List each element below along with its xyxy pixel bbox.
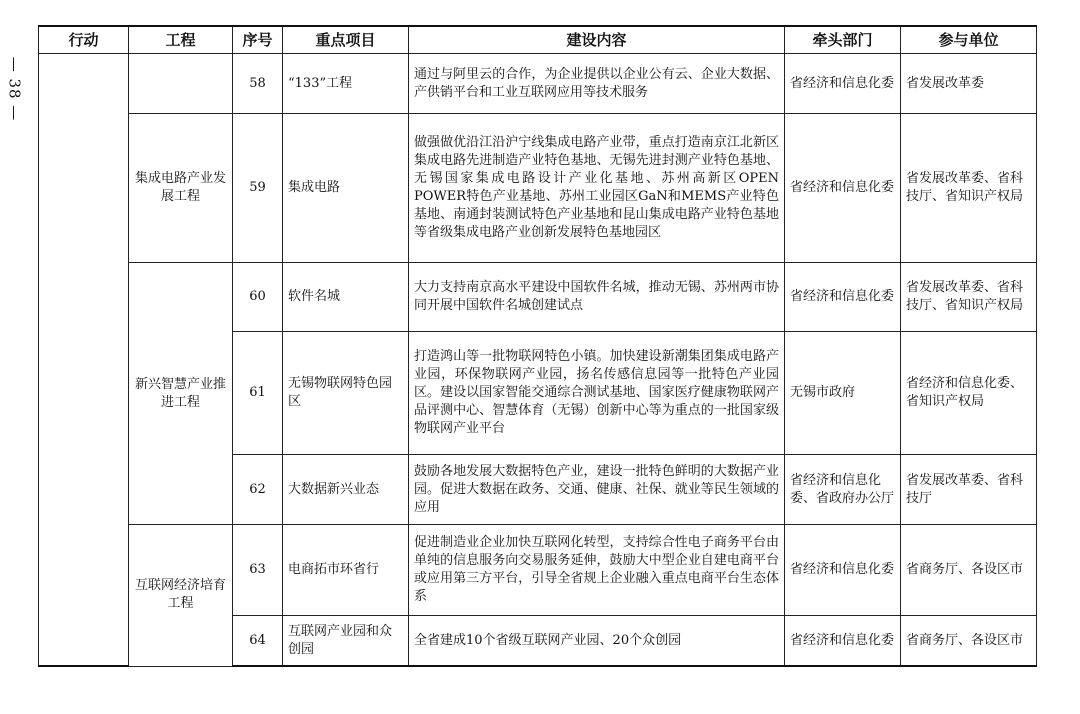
header-seq: 序号 (233, 26, 283, 54)
seq-cell: 59 (233, 114, 283, 263)
lead-cell: 省经济和信息化委 (785, 54, 901, 114)
engineering-cell-emerging: 新兴智慧产业推进工程 (129, 263, 233, 525)
key-projects-table (38, 25, 1037, 667)
project-cell: 集成电路 (283, 114, 409, 263)
participants-cell: 省发展改革委、省科技厅、省知识产权局 (901, 263, 1037, 332)
table-row (39, 263, 1037, 332)
seq-cell: 64 (233, 616, 283, 667)
header-lead: 牵头部门 (785, 26, 901, 54)
seq-cell: 63 (233, 525, 283, 616)
participants-cell: 省发展改革委、省科技厅 (901, 455, 1037, 525)
engineering-cell-ic: 集成电路产业发展工程 (129, 114, 233, 263)
seq-cell: 62 (233, 455, 283, 525)
content-cell: 大力支持南京高水平建设中国软件名城，推动无锡、苏州两市协同开展中国软件名城创建试点 (409, 263, 785, 332)
participants-cell: 省商务厅、各设区市 (901, 616, 1037, 667)
content-cell: 做强做优沿江沿沪宁线集成电路产业带，重点打造南京江北新区集成电路先进制造产业特色基地、无锡先进封测产业特色基地、无锡国家集成电路设计产业化基地、苏州高新区OPEN POWER特色产业基地、苏州工业园区GaN和MEMS产业特色基地、南通封装测试特色产业基地和昆山集成电路产业特色基地等省级集成电路产业创新发展特色基地园区 (409, 114, 785, 263)
seq-cell: 58 (233, 54, 283, 114)
project-cell: 电商拓市环省行 (283, 525, 409, 616)
table-header-row (39, 26, 1037, 54)
engineering-cell-internet: 互联网经济培育工程 (129, 525, 233, 667)
page-number (0, 44, 28, 134)
content-cell: 通过与阿里云的合作，为企业提供以企业公有云、企业大数据、产供销平台和工业互联网应用等技术服务 (409, 54, 785, 114)
project-cell: 无锡物联网特色园区 (283, 332, 409, 455)
seq-cell: 60 (233, 263, 283, 332)
seq-cell: 61 (233, 332, 283, 455)
table-row (39, 114, 1037, 263)
header-project: 重点项目 (283, 26, 409, 54)
lead-cell: 无锡市政府 (785, 332, 901, 455)
page-number-text: — 38 — (5, 56, 23, 122)
table-row (39, 525, 1037, 616)
content-cell: 鼓励各地发展大数据特色产业，建设一批特色鲜明的大数据产业园。促进大数据在政务、交通、健康、社保、就业等民生领域的应用 (409, 455, 785, 525)
lead-cell: 省经济和信息化委 (785, 616, 901, 667)
lead-cell: 省经济和信息化委、省政府办公厅 (785, 455, 901, 525)
participants-cell: 省经济和信息化委、省知识产权局 (901, 332, 1037, 455)
engineering-cell-empty (129, 54, 233, 114)
content-cell: 打造鸿山等一批物联网特色小镇。加快建设新潮集团集成电路产业园，环保物联网产业园，扬名传感信息园等一批特色产业园区。建设以国家智能交通综合测试基地、国家医疗健康物联网产品评测中心、智慧体育（无锡）创新中心等为重点的一批国家级物联网产业平台 (409, 332, 785, 455)
participants-cell: 省发展改革委 (901, 54, 1037, 114)
header-action: 行动 (39, 26, 129, 54)
project-cell: “133”工程 (283, 54, 409, 114)
project-cell: 大数据新兴业态 (283, 455, 409, 525)
action-cell (39, 54, 129, 667)
content-cell: 促进制造业企业加快互联网化转型，支持综合性电子商务平台由单纯的信息服务向交易服务延伸，鼓励大中型企业自建电商平台或应用第三方平台，引导全省规上企业融入重点电商平台生态体系 (409, 525, 785, 616)
lead-cell: 省经济和信息化委 (785, 114, 901, 263)
lead-cell: 省经济和信息化委 (785, 263, 901, 332)
header-content: 建设内容 (409, 26, 785, 54)
lead-cell: 省经济和信息化委 (785, 525, 901, 616)
header-engineering: 工程 (129, 26, 233, 54)
header-participants: 参与单位 (901, 26, 1037, 54)
participants-cell: 省商务厅、各设区市 (901, 525, 1037, 616)
project-cell: 互联网产业园和众创园 (283, 616, 409, 667)
participants-cell: 省发展改革委、省科技厅、省知识产权局 (901, 114, 1037, 263)
content-cell: 全省建成10个省级互联网产业园、20个众创园 (409, 616, 785, 667)
project-cell: 软件名城 (283, 263, 409, 332)
table-row (39, 54, 1037, 114)
